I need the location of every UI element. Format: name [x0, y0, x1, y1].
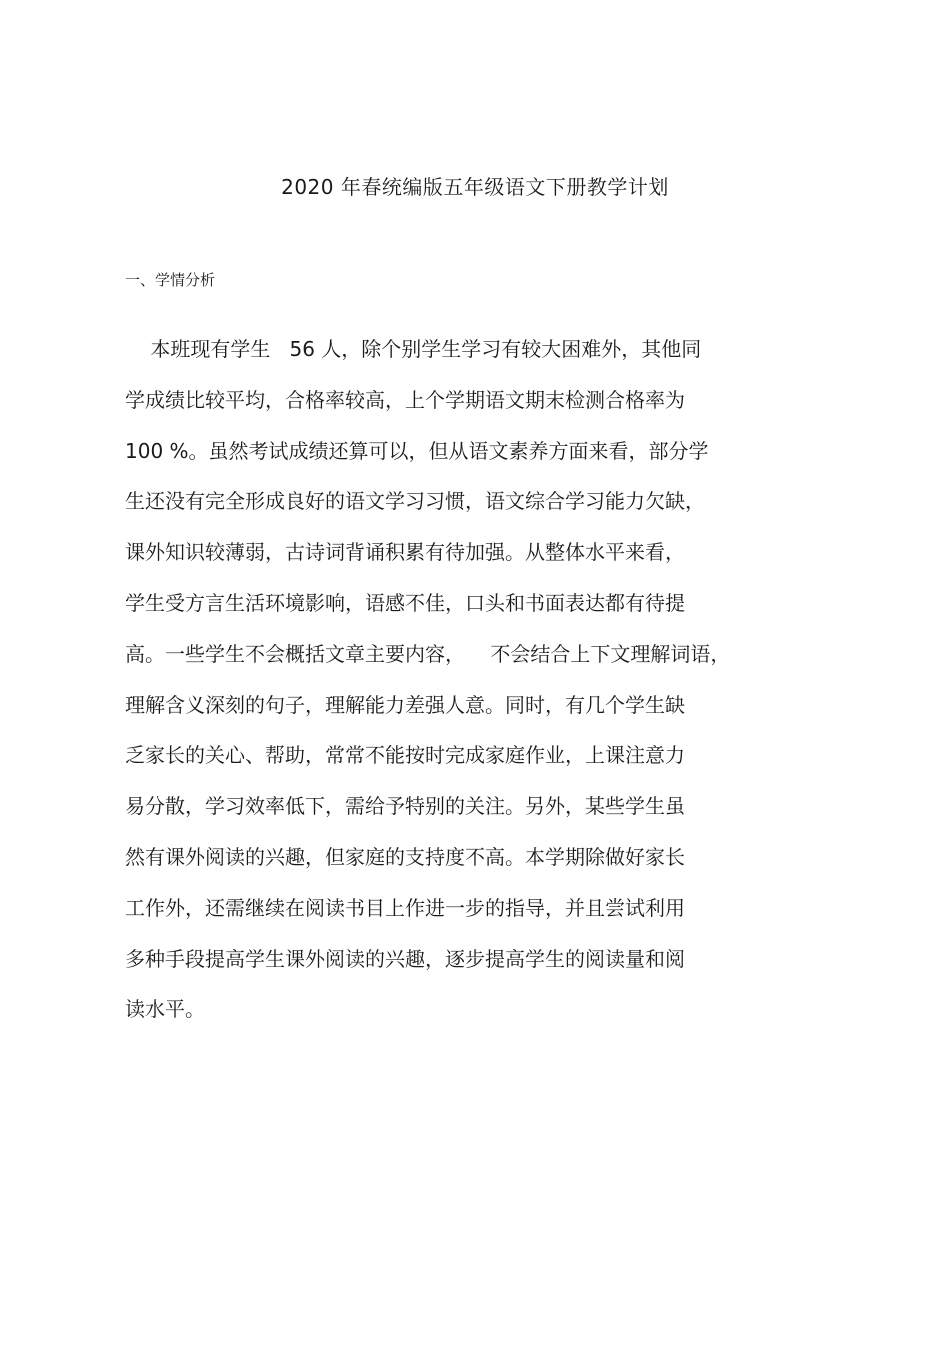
paragraph-line: 生还没有完全形成良好的语文学习习惯，语文综合学习能力欠缺，: [125, 489, 705, 514]
paragraph-line: 本班现有学生 56 人，除个别学生学习有较大困难外，其他同: [125, 337, 702, 361]
body-paragraph: [125, 333, 805, 1044]
paragraph-line: 乏家长的关心、帮助，常常不能按时完成家庭作业，上课注意力: [125, 743, 685, 768]
section-heading: 一、学情分析: [125, 271, 216, 289]
paragraph-line: 读水平。: [125, 997, 205, 1022]
paragraph-line: 然有课外阅读的兴趣，但家庭的支持度不高。本学期除做好家长: [125, 844, 685, 869]
paragraph-line: 工作外，还需继续在阅读书目上作进一步的指导，并且尝试利用: [125, 895, 685, 920]
paragraph-line: 易分散，学习效率低下，需给予特别的关注。另外，某些学生虽: [125, 794, 685, 819]
paragraph-line: 高。一些学生不会概括文章主要内容， 不会结合上下文理解词语，: [125, 641, 731, 666]
paragraph-line: 多种手段提高学生课外阅读的兴趣，逐步提高学生的阅读量和阅: [125, 946, 685, 971]
paragraph-line: 100 %。虽然考试成绩还算可以，但从语文素养方面来看，部分学: [125, 438, 709, 463]
paragraph-line: 理解含义深刻的句子，理解能力差强人意。同时，有几个学生缺: [125, 692, 685, 717]
paragraph-line: 课外知识较薄弱，古诗词背诵积累有待加强。从整体水平来看，: [125, 540, 685, 565]
paragraph-line: 学生受方言生活环境影响，语感不佳，口头和书面表达都有待提: [125, 590, 685, 615]
paragraph-line: 学成绩比较平均，合格率较高，上个学期语文期末检测合格率为: [125, 387, 685, 412]
document-title: 2020 年春统编版五年级语文下册教学计划: [281, 175, 669, 199]
